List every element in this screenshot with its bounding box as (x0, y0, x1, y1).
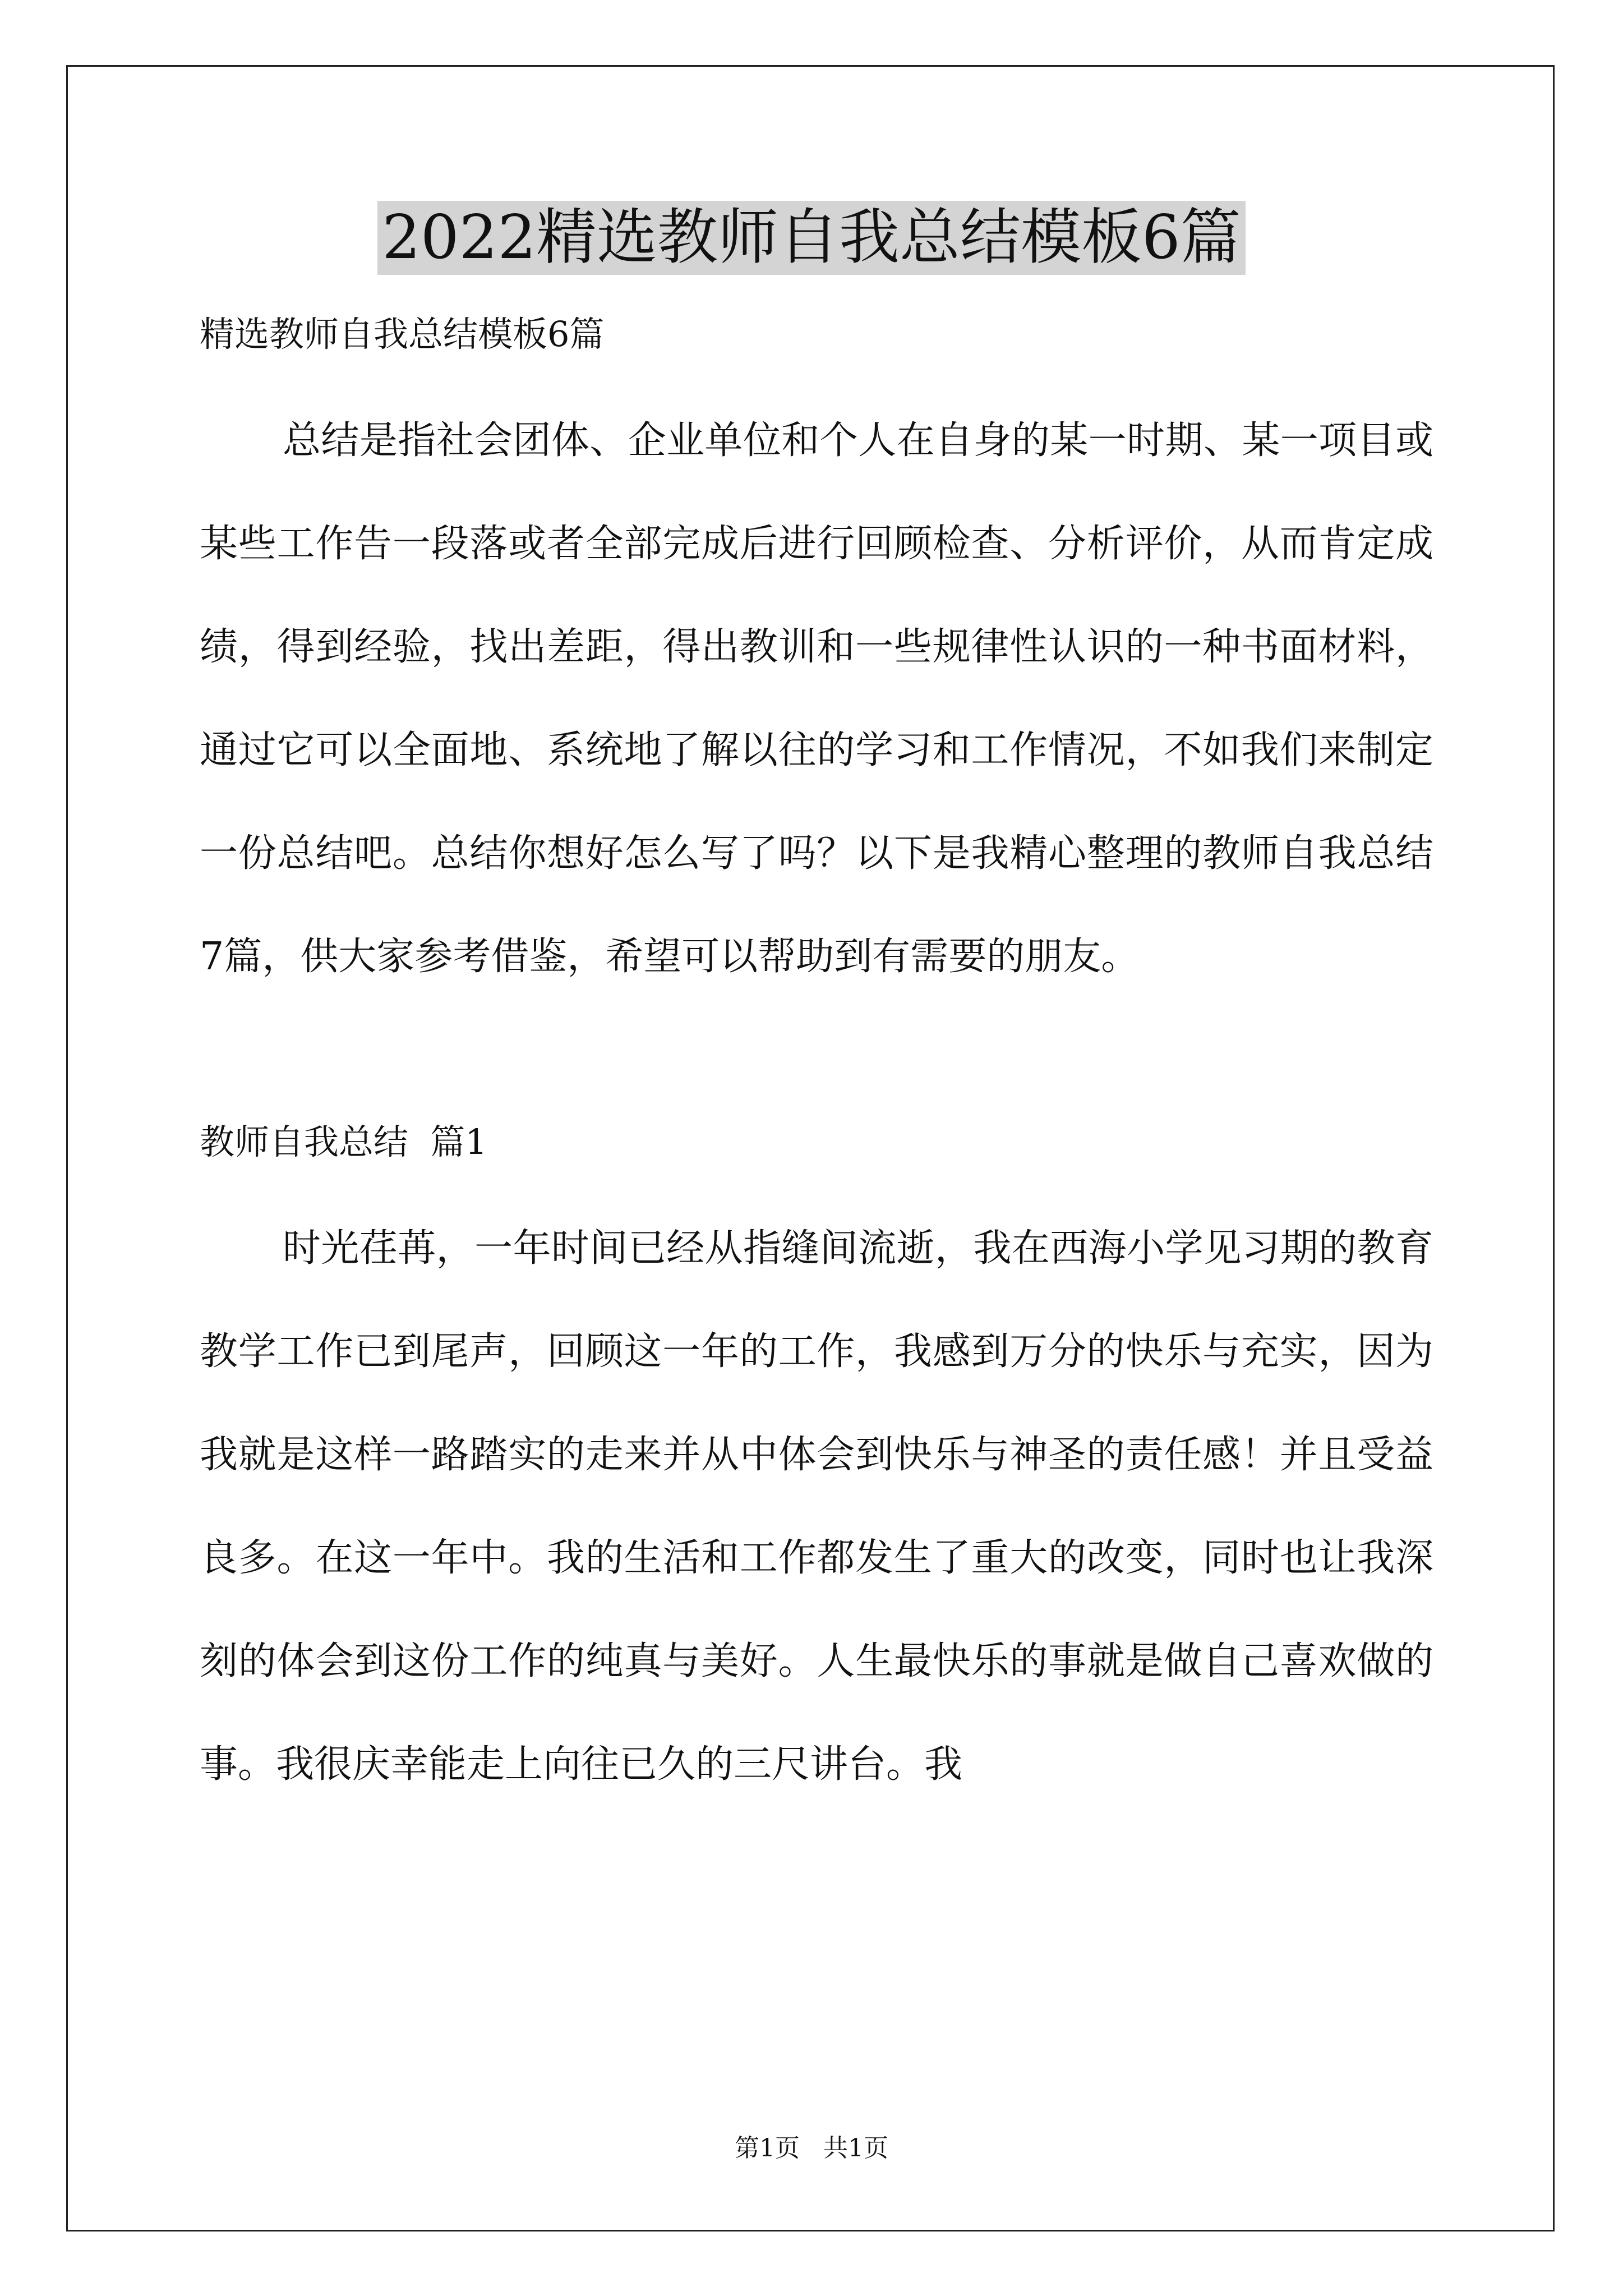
document-body (200, 312, 1433, 1816)
page-footer: 第1页 共1页 (735, 2134, 888, 2162)
document-subtitle: 精选教师自我总结模板6篇 (200, 314, 605, 355)
section-paragraph: 时光荏苒，一年时间已经从指缝间流逝，我在西海小学见习期的教育教学工作已到尾声，回顾这一年的工作，我感到万分的快乐与充实，因为我就是这样一路踏实的走来并从中体会到快乐与神圣的责任感！并且受益良多。在这一年中。我的生活和工作都发生了重大的改变，同时也让我深刻的体会到这份工作的纯真与美好。人生最快乐的事就是做自己喜欢做的事。我很庆幸能走上向往已久的三尺讲台。我 (200, 1226, 1433, 1787)
intro-paragraph: 总结是指社会团体、企业单位和个人在自身的某一时期、某一项目或某些工作告一段落或者全部完成后进行回顾检查、分析评价，从而肯定成绩，得到经验，找出差距，得出教训和一些规律性认识的一种书面材料，通过它可以全面地、系统地了解以往的学习和工作情况，不如我们来制定一份总结吧。总结你想好怎么写了吗？以下是我精心整理的教师自我总结7篇，供大家参考借鉴，希望可以帮助到有需要的朋友。 (200, 418, 1433, 979)
document-title (0, 201, 1623, 275)
document-title-text: 2022精选教师自我总结模板6篇 (377, 201, 1246, 275)
section-heading: 教师自我总结 篇1 (200, 1121, 487, 1162)
